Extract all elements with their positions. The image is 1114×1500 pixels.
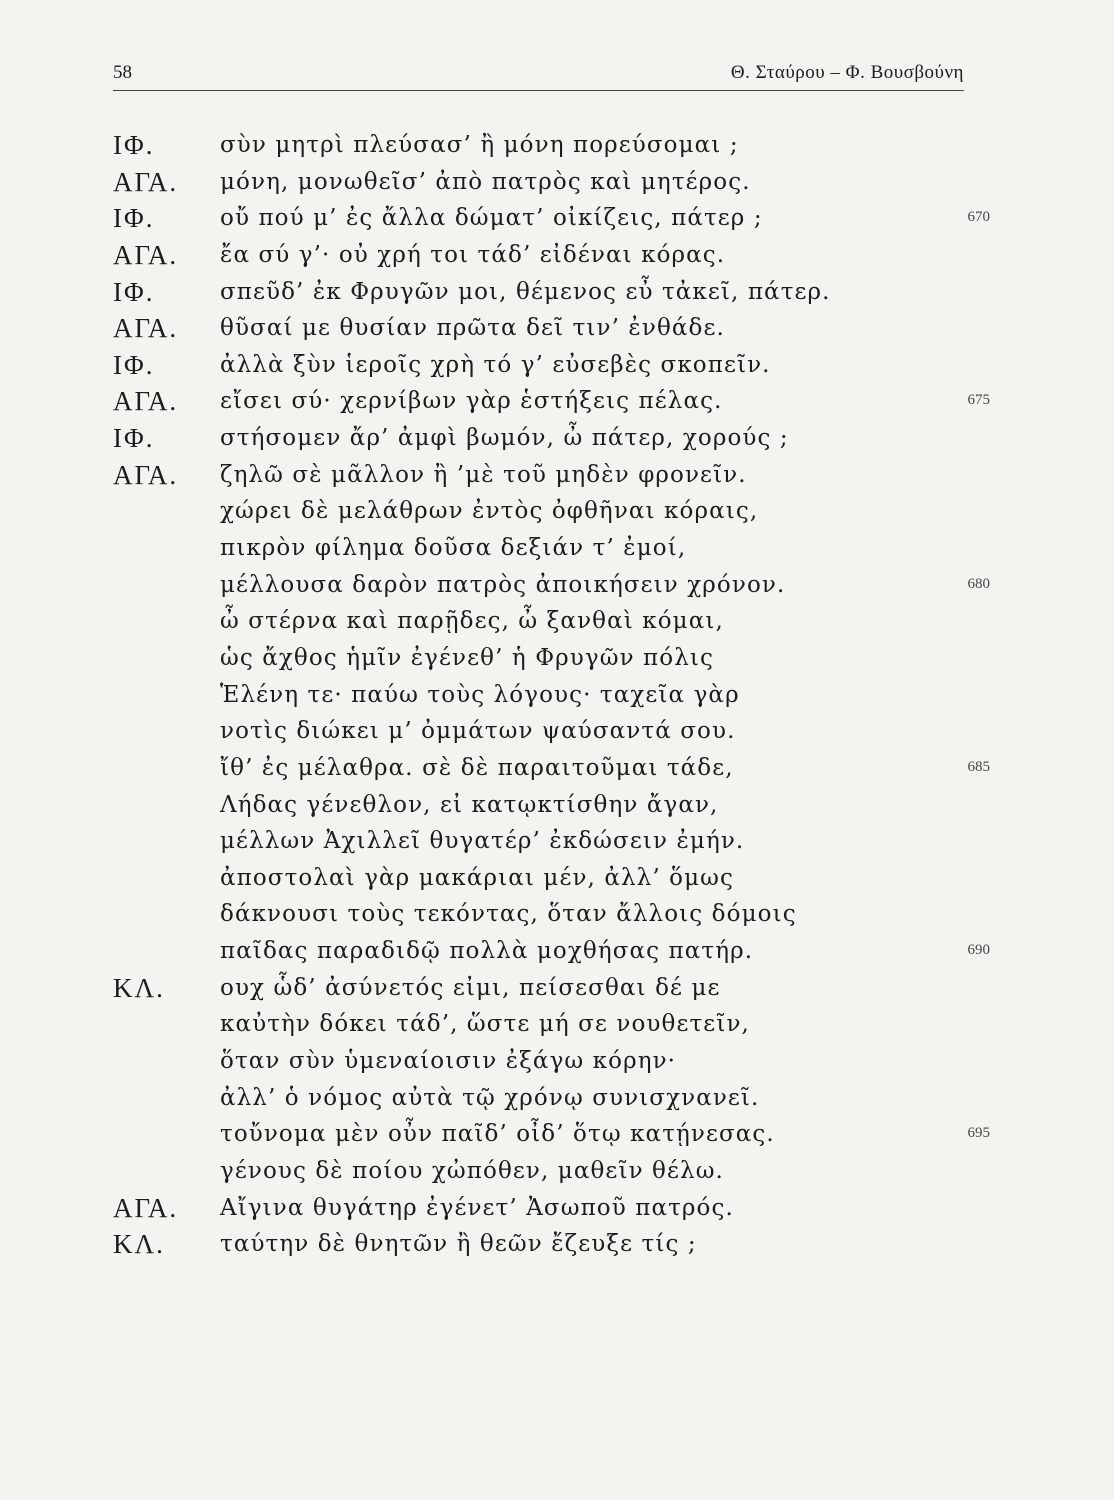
speaker-label: ΑΓΑ.: [113, 166, 179, 197]
verse-line: [113, 130, 993, 167]
line-number: 685: [967, 758, 990, 775]
verse-line: [113, 1229, 993, 1266]
verse-text: δάκνουσι τοὺς τεκόντας, ὅταν ἄλλοις δόμοις: [220, 901, 797, 928]
verse-text: στήσομεν ἄρ’ ἀμφὶ βωμόν, ὦ πάτερ, χορούς ;: [220, 425, 789, 452]
verse-line: [113, 643, 993, 680]
verse-line: [113, 716, 993, 753]
verse-text: καὐτὴν δόκει τάδ’, ὥστε μή σε νουθετεῖν,: [220, 1011, 750, 1038]
verse-block: [113, 130, 993, 1266]
verse-text: ἔα σύ γ’· οὐ χρή τοι τάδ’ εἰδέναι κόρας.: [220, 241, 726, 268]
verse-text: ουχ ὧδ’ ἀσύνετός εἰμι, πείσεσθαι δέ με: [220, 974, 721, 1001]
verse-line: [113, 936, 993, 973]
page-header: [113, 60, 964, 91]
verse-line: [113, 1119, 993, 1156]
verse-text: εἴσει σύ· χερνίβων γὰρ ἑστήξεις πέλας.: [220, 388, 723, 415]
page-number: 58: [113, 62, 132, 83]
line-number: 680: [967, 575, 990, 592]
verse-text: γένους δὲ ποίου χὠπόθεν, μαθεῖν θέλω.: [220, 1157, 724, 1184]
verse-text: χώρει δὲ μελάθρων ἐντὸς ὀφθῆναι κόραις,: [220, 498, 759, 525]
verse-text: ὅταν σὺν ὑμεναίοισιν ἐξάγω κόρην·: [220, 1048, 677, 1075]
verse-line: [113, 350, 993, 387]
speaker-label: ΙΦ.: [113, 130, 155, 160]
verse-line: [113, 386, 993, 423]
verse-line: [113, 1046, 993, 1083]
speaker-label: ΑΓΑ.: [113, 459, 179, 490]
verse-text: σὺν μητρὶ πλεύσασ’ ἢ μόνη πορεύσομαι ;: [220, 132, 739, 158]
speaker-label: ΑΓΑ.: [113, 1192, 179, 1223]
verse-line: [113, 533, 993, 570]
verse-text: ἀποστολαὶ γὰρ μακάριαι μέν, ἀλλ’ ὅμως: [220, 864, 735, 891]
speaker-label: ΑΓΑ.: [113, 313, 179, 344]
verse-line: [113, 973, 993, 1010]
verse-line: [113, 753, 993, 790]
verse-text: ταύτην δὲ θνητῶν ἢ θεῶν ἔζευξε τίς ;: [220, 1231, 697, 1258]
verse-line: [113, 277, 993, 314]
verse-text: ἀλλ’ ὁ νόμος αὐτὰ τῷ χρόνῳ συνισχνανεῖ.: [220, 1084, 760, 1111]
verse-text: ὦ στέρνα καὶ παρῇδες, ὦ ξανθαὶ κόμαι,: [220, 608, 724, 635]
running-head: Θ. Σταύρου – Φ. Βουσβούνη: [730, 62, 964, 83]
verse-text: νοτὶς διώκει μ’ ὀμμάτων ψαύσαντά σου.: [220, 718, 736, 745]
speaker-label: ΙΦ.: [113, 276, 155, 307]
verse-text: ὡς ἄχθος ἡμῖν ἐγένεθ’ ἡ Φρυγῶν πόλις: [220, 644, 714, 671]
verse-line: [113, 680, 993, 717]
speaker-label: ΚΛ.: [113, 972, 165, 1003]
verse-line: [113, 496, 993, 533]
verse-line: [113, 1156, 993, 1193]
verse-text: μέλλουσα δαρὸν πατρὸς ἀποικήσειν χρόνον.: [220, 571, 786, 598]
verse-text: Ἑλένη τε· παύω τοὺς λόγους· ταχεῖα γὰρ: [220, 681, 740, 708]
verse-line: [113, 1009, 993, 1046]
verse-line: [113, 423, 993, 460]
verse-line: [113, 313, 993, 350]
verse-line: [113, 863, 993, 900]
verse-text: Λήδας γένεθλον, εἰ κατῳκτίσθην ἄγαν,: [220, 791, 719, 818]
verse-line: [113, 899, 993, 936]
verse-text: μέλλων Ἀχιλλεῖ θυγατέρ’ ἐκδώσειν ἐμήν.: [220, 828, 745, 855]
verse-text: ζηλῶ σὲ μᾶλλον ἢ ’μὲ τοῦ μηδὲν φρονεῖν.: [220, 461, 747, 488]
verse-text: θῦσαί με θυσίαν πρῶτα δεῖ τιν’ ἐνθάδε.: [220, 315, 725, 342]
verse-line: [113, 790, 993, 827]
speaker-label: ΙΦ.: [113, 349, 155, 380]
line-number: 690: [967, 942, 990, 959]
verse-text: σπεῦδ’ ἐκ Φρυγῶν μοι, θέμενος εὖ τἀκεῖ, πάτερ.: [220, 278, 831, 305]
speaker-label: ΚΛ.: [113, 1229, 165, 1260]
verse-line: [113, 826, 993, 863]
verse-text: οὔ πού μ’ ἐς ἄλλα δώματ’ οἰκίζεις, πάτερ ;: [220, 205, 763, 232]
verse-text: ἴθ’ ἐς μέλαθρα. σὲ δὲ παραιτοῦμαι τάδε,: [220, 754, 734, 781]
speaker-label: ΑΓΑ.: [113, 239, 179, 270]
verse-line: [113, 1193, 993, 1230]
verse-line: [113, 1083, 993, 1120]
verse-line: [113, 240, 993, 277]
line-number: 695: [967, 1125, 990, 1142]
line-number: 675: [967, 392, 990, 409]
speaker-label: ΙΦ.: [113, 203, 155, 234]
verse-text: μόνη, μονωθεῖσ’ ἀπὸ πατρὸς καὶ μητέρος.: [220, 168, 751, 195]
verse-text: ἀλλὰ ξὺν ἱεροῖς χρὴ τό γ’ εὐσεβὲς σκοπεῖν.: [220, 351, 771, 378]
verse-line: [113, 570, 993, 607]
verse-line: [113, 167, 993, 204]
verse-text: παῖδας παραδιδῷ πολλὰ μοχθήσας πατήρ.: [220, 938, 754, 965]
verse-text: Αἴγινα θυγάτηρ ἐγένετ’ Ἀσωποῦ πατρός.: [220, 1194, 734, 1221]
verse-text: πικρὸν φίλημα δοῦσα δεξιάν τ’ ἐμοί,: [220, 535, 687, 562]
line-number: 670: [967, 209, 990, 226]
verse-line: [113, 203, 993, 240]
speaker-label: ΙΦ.: [113, 423, 155, 454]
speaker-label: ΑΓΑ.: [113, 386, 179, 417]
verse-text: τοὔνομα μὲν οὖν παῖδ’ οἶδ’ ὅτῳ κατῄνεσας.: [220, 1121, 775, 1148]
verse-line: [113, 460, 993, 497]
verse-line: [113, 606, 993, 643]
